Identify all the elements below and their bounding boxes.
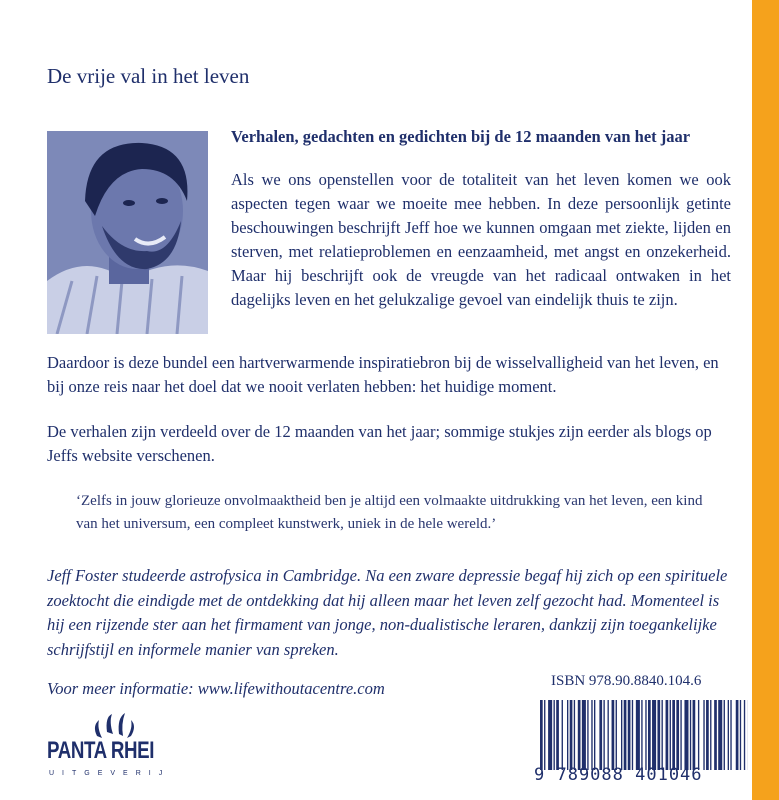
description-paragraph-2: Daardoor is deze bundel een hartverwarmende inspiratiebron bij de wisselvalligheid van het leven, en bij onze reis naar het doel dat we nooit verlaten hebben: het huidige moment. [47, 353, 719, 396]
author-bio: Jeff Foster studeerde astrofysica in Cambridge. Na een zware depressie begaf hij zich op een spirituele zoektocht die eindigde met de ontdekking dat hij alleen maar het leven zelf gezocht had. Momenteel is hij een rijzende ster aan het firmament van jonge, non-dualistische leraren, dankzij zijn toegankelijke schrijfstijl en informele manier van spreken. [47, 566, 728, 659]
orange-edge-strip [752, 0, 779, 800]
barcode [540, 700, 748, 770]
more-info-line: Voor meer informatie: www.lifewithoutacentre.com [47, 679, 385, 698]
publisher-name: PANTA RHEI [47, 737, 155, 764]
publisher-subtitle: UITGEVERIJ [49, 770, 171, 777]
description-paragraph-3: De verhalen zijn verdeeld over de 12 maanden van het jaar; sommige stukjes zijn eerder als blogs op Jeffs website verschenen. [47, 422, 712, 465]
book-title: De vrije val in het leven [47, 64, 250, 88]
barcode-digits: 9 789088 401046 [534, 765, 703, 785]
description-paragraph-1: Als we ons openstellen voor de totaliteit van het leven komen we ook aspecten tegen waar we moeite mee hebben. In deze persoonlijk getinte beschouwingen beschrijft Jeff hoe we kunnen omgaan met ziekte, lijden en sterven, met relatieproblemen en eenzaamheid, met angst en onzekerheid. Maar hij beschrijft ook de vreugde van het radicaal ontwaken in het dagelijks leven en het gelukzalige gevoel van eindelijk thuis te zijn. [231, 170, 731, 309]
author-quote: ‘Zelfs in jouw glorieuze onvolmaaktheid ben je altijd een volmaakte uitdrukking van het leven, een kind van het universum, een compleet kunstwerk, uniek in de hele wereld.’ [76, 493, 703, 532]
author-photo [47, 131, 208, 334]
isbn-label: ISBN 978.90.8840.104.6 [551, 673, 702, 689]
book-subtitle: Verhalen, gedachten en gedichten bij de 12 maanden van het jaar [231, 127, 691, 146]
